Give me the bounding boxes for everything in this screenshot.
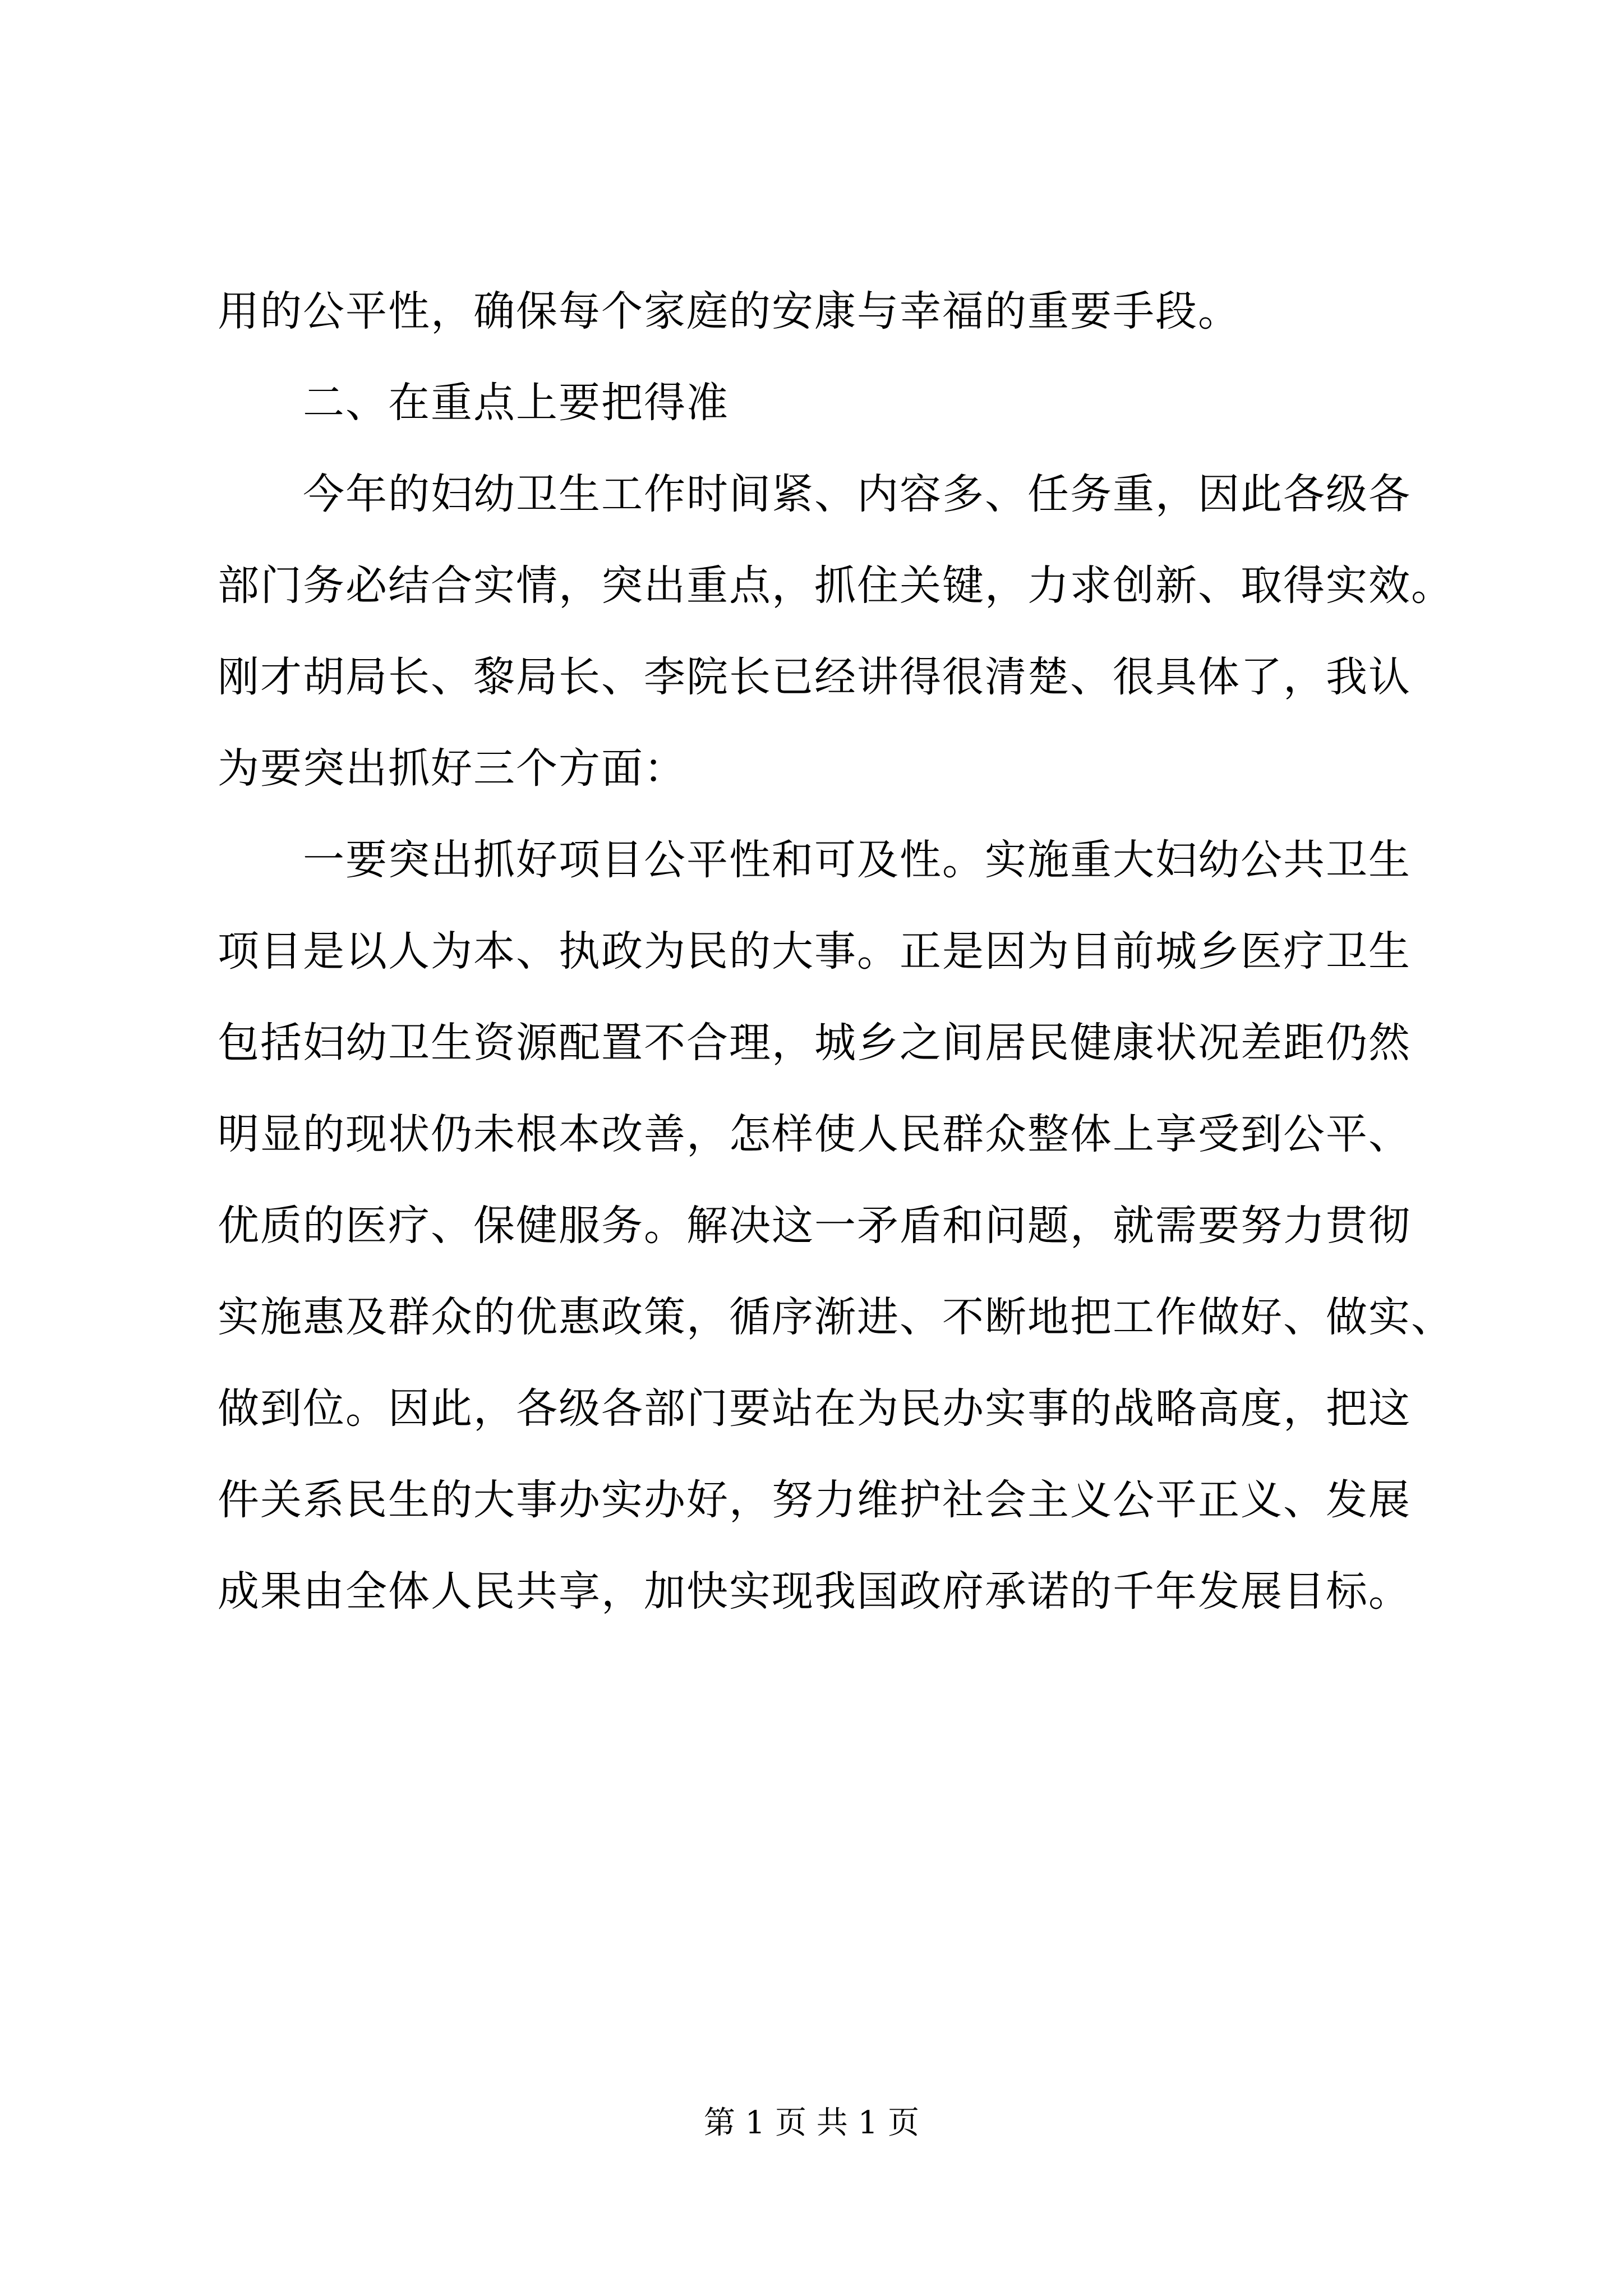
- text-line: 件关系民生的大事办实办好，努力维护社会主义公平正义、发展: [218, 1476, 1411, 1524]
- text-line: 优质的医疗、保健服务。解决这一矛盾和问题，就需要努力贯彻: [218, 1202, 1411, 1250]
- page-footer: 第 1 页 共 1 页: [703, 2105, 920, 2141]
- text-line: 成果由全体人民共享，加快实现我国政府承诺的千年发展目标。: [218, 1567, 1411, 1616]
- text-line: 包括妇幼卫生资源配置不合理，城乡之间居民健康状况差距仍然: [218, 1019, 1411, 1067]
- text-line: 项目是以人为本、执政为民的大事。正是因为目前城乡医疗卫生: [218, 927, 1411, 976]
- text-line: 部门务必结合实情，突出重点，抓住关键，力求创新、取得实效。: [218, 562, 1454, 610]
- section-heading: 二、在重点上要把得准: [218, 379, 729, 427]
- text-line: 一要突出抓好项目公平性和可及性。实施重大妇幼公共卫生: [218, 836, 1411, 884]
- text-line: 今年的妇幼卫生工作时间紧、内容多、任务重，因此各级各: [218, 470, 1411, 518]
- body-text: [218, 266, 1454, 1637]
- text-line: 为要突出抓好三个方面：: [218, 744, 686, 793]
- text-line: 做到位。因此，各级各部门要站在为民办实事的战略高度，把这: [218, 1384, 1411, 1433]
- text-line: 用的公平性，确保每个家庭的安康与幸福的重要手段。: [218, 287, 1241, 335]
- text-line: 实施惠及群众的优惠政策，循序渐进、不断地把工作做好、做实、: [218, 1293, 1454, 1341]
- text-line: 明显的现状仍未根本改善，怎样使人民群众整体上享受到公平、: [218, 1110, 1411, 1158]
- text-line: 刚才胡局长、黎局长、李院长已经讲得很清楚、很具体了，我认: [218, 653, 1411, 701]
